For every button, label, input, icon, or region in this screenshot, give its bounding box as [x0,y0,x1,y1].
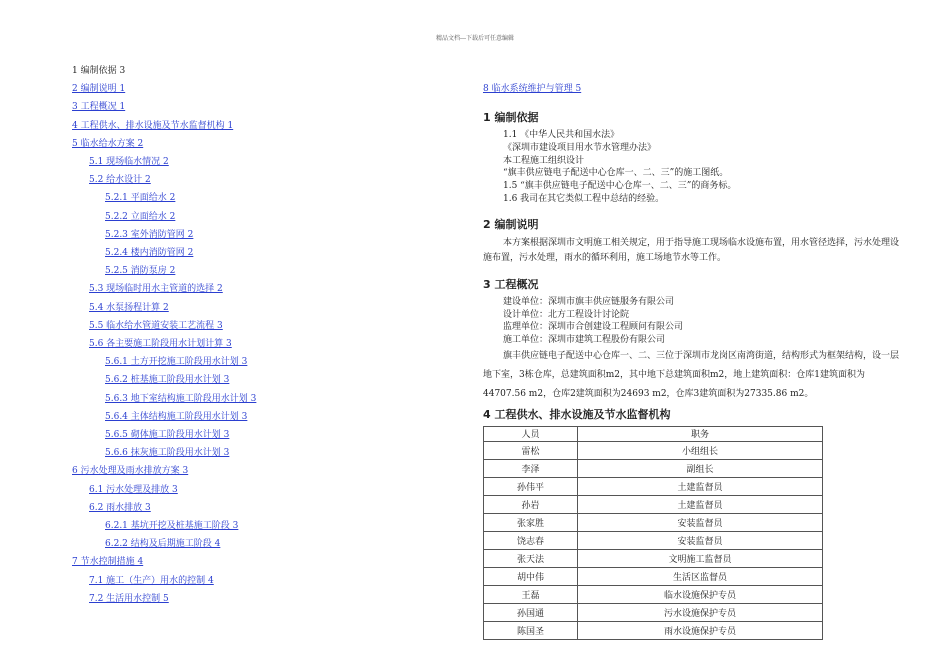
table-row [484,621,823,639]
toc-link[interactable]: 5.2.4 楼内消防管网 2 [105,248,194,259]
section-1-title: 1 编制依据 [483,111,539,124]
cell-person: 陈国圣 [484,621,578,639]
header-person: 人员 [484,426,578,441]
toc-entry[interactable] [72,208,452,226]
section-1-line: 《深圳市建设项目用水节水管理办法》 [503,142,657,153]
cell-person: 李泽 [484,459,578,477]
toc-entry[interactable] [72,426,452,444]
section-3-line: 设计单位：北方工程设计讨论院 [503,309,630,320]
page-header: 精品文档---下载后可任意编辑 [435,35,515,42]
right-column [483,81,903,640]
cell-person: 雷松 [484,441,578,459]
toc-link[interactable]: 3 工程概况 1 [72,102,126,113]
table-row [484,567,823,585]
cell-position: 生活区监督员 [578,567,823,585]
table-row [484,477,823,495]
section-1-line: 1.5 “旗丰供应链电子配送中心仓库一、二、三”的商务标。 [503,181,737,192]
section-3-line: 建设单位：深圳市旗丰供应链服务有限公司 [503,296,675,307]
toc-link[interactable]: 5.2.3 室外消防管网 2 [105,229,194,240]
toc-link[interactable]: 2 编制说明 1 [72,84,126,95]
section-3-line: 监理单位：深圳市合创建设工程顾问有限公司 [503,322,684,333]
toc-entry[interactable] [72,335,452,353]
cell-person: 王磊 [484,585,578,603]
table-row [484,549,823,567]
cell-position: 污水设施保护专员 [578,603,823,621]
toc-link[interactable]: 5.2.5 消防泵房 2 [105,266,176,277]
toc-entry[interactable] [72,481,452,499]
toc-entry[interactable] [72,244,452,262]
section-3-text: 旗丰供应链电子配送中心仓库一、二、三位于深圳市龙岗区南湾街道，结构形式为框架结构，设一层地下室，3栋仓库，总建筑面积m2，其中地下总建筑面积m2，地上建筑面积：仓库1建筑面积为44707.56 m2，仓库2建筑面积为24693 m2，仓库3建筑面积为27335.86 m2。 [483,350,900,399]
cell-position: 土建监督员 [578,477,823,495]
toc-link[interactable]: 7 节水控制措施 4 [72,557,144,568]
supervision-table [483,426,823,640]
toc-entry[interactable] [72,189,452,207]
toc-entry[interactable] [72,280,452,298]
toc-entry[interactable] [72,390,452,408]
toc-entry[interactable] [72,535,452,553]
toc-entry[interactable] [72,517,452,535]
toc-entry[interactable] [72,499,452,517]
toc-link[interactable]: 5 临水给水方案 2 [72,138,144,149]
table-row [484,513,823,531]
section-1-body [483,129,903,206]
table-header-row [484,426,823,441]
cell-person: 孙国通 [484,603,578,621]
toc-entry[interactable] [72,135,452,153]
section-1-line: 1.1 《中华人民共和国水法》 [503,130,620,140]
toc-link[interactable]: 5.3 现场临时用水主管道的选择 2 [89,284,223,295]
toc-entry[interactable] [72,371,452,389]
section-4-title: 4 工程供水、排水设施及节水监督机构 [483,407,671,421]
toc-entry[interactable] [72,572,452,590]
section-3-line: 施工单位：深圳市建筑工程股份有限公司 [503,335,666,346]
toc-entry[interactable] [72,262,452,280]
toc-link[interactable]: 5.6.6 抹灰施工阶段用水计划 3 [105,448,230,459]
toc-link[interactable]: 5.1 现场临水情况 2 [89,157,169,168]
toc-entry[interactable] [72,353,452,371]
toc-link[interactable]: 7.1 施工（生产）用水的控制 4 [89,575,214,586]
cell-person: 孙岩 [484,495,578,513]
section-1-line: 1.6 我司在其它类似工程中总结的经验。 [503,193,665,204]
toc-link[interactable]: 6.2.1 基坑开挖及桩基施工阶段 3 [105,521,239,532]
toc-entry[interactable] [72,317,452,335]
toc-link[interactable]: 5.6.3 地下室结构施工阶段用水计划 3 [105,393,257,404]
toc-link[interactable]: 5.6.4 主体结构施工阶段用水计划 3 [105,411,248,422]
toc-link[interactable]: 6.2 雨水排放 3 [89,502,151,513]
toc-link[interactable]: 5.5 临水给水管道安装工艺流程 3 [89,320,223,331]
section-3-title: 3 工程概况 [483,277,539,291]
toc-link[interactable]: 6.2.2 结构及后期施工阶段 4 [105,539,221,550]
section-1-line: “旗丰供应链电子配送中心仓库一、二、三”的施工图纸。 [503,168,729,179]
cell-position: 文明施工监督员 [578,549,823,567]
cell-position: 副组长 [578,459,823,477]
cell-position: 临水设施保护专员 [578,585,823,603]
toc-link[interactable]: 6 污水处理及雨水排放方案 3 [72,466,189,477]
table-row [484,441,823,459]
cell-person: 饶志春 [484,531,578,549]
section-2-text: 本方案根据深圳市文明施工相关规定，用于指导施工现场临水设施布置，用水管径选择，污水处理设施布置，污水处理，雨水的循环利用，施工场地节水等工作。 [483,237,900,263]
cell-position: 土建监督员 [578,495,823,513]
toc-link[interactable]: 5.4 水泵扬程计算 2 [89,302,169,313]
toc-link[interactable]: 5.6.1 土方开挖施工阶段用水计划 3 [105,357,248,368]
toc-link-section-8[interactable]: 8 临水系统维护与管理 5 [483,84,582,94]
cell-position: 雨水设施保护专员 [578,621,823,639]
toc-entry[interactable] [72,117,452,135]
cell-person: 胡中伟 [484,567,578,585]
toc-link[interactable]: 5.2 给水设计 2 [89,175,151,186]
toc-link[interactable]: 4 工程供水、排水设施及节水监督机构 1 [72,120,234,131]
cell-position: 安装监督员 [578,531,823,549]
table-row [484,585,823,603]
toc-entry[interactable] [72,408,452,426]
toc-entry[interactable] [72,462,452,480]
table-of-contents [72,62,452,608]
toc-link[interactable]: 5.6.5 砌体施工阶段用水计划 3 [105,430,230,441]
toc-link[interactable]: 7.2 生活用水控制 5 [89,593,169,604]
cell-person: 孙伟平 [484,477,578,495]
toc-entry[interactable] [72,553,452,571]
table-row [484,603,823,621]
toc-link[interactable]: 6.1 污水处理及排放 3 [89,484,178,495]
cell-person: 张天法 [484,549,578,567]
toc-link[interactable]: 5.2.1 平面给水 2 [105,193,176,204]
section-2-title: 2 编制说明 [483,217,539,231]
toc-entry[interactable] [72,590,452,608]
cell-person: 张家胜 [484,513,578,531]
toc-entry[interactable] [72,153,452,171]
toc-link[interactable]: 5.6 各主要施工阶段用水计划计算 3 [89,339,232,350]
table-row [484,459,823,477]
table-row [484,495,823,513]
toc-entry[interactable] [72,80,452,98]
toc-link[interactable]: 5.6.2 桩基施工阶段用水计划 3 [105,375,230,386]
toc-entry[interactable] [72,444,452,462]
toc-entry[interactable] [72,299,452,317]
toc-entry[interactable] [72,171,452,189]
toc-entry[interactable] [72,98,452,116]
toc-text: 1 编制依据 3 [72,66,126,76]
section-1-line: 本工程施工组织设计 [503,155,585,166]
table-row [484,531,823,549]
cell-position: 小组组长 [578,441,823,459]
toc-link[interactable]: 5.2.2 立面给水 2 [105,211,176,222]
toc-entry[interactable] [72,226,452,244]
cell-position: 安装监督员 [578,513,823,531]
section-3-body [483,296,903,347]
toc-entry [72,62,452,80]
header-position: 职务 [578,426,823,441]
